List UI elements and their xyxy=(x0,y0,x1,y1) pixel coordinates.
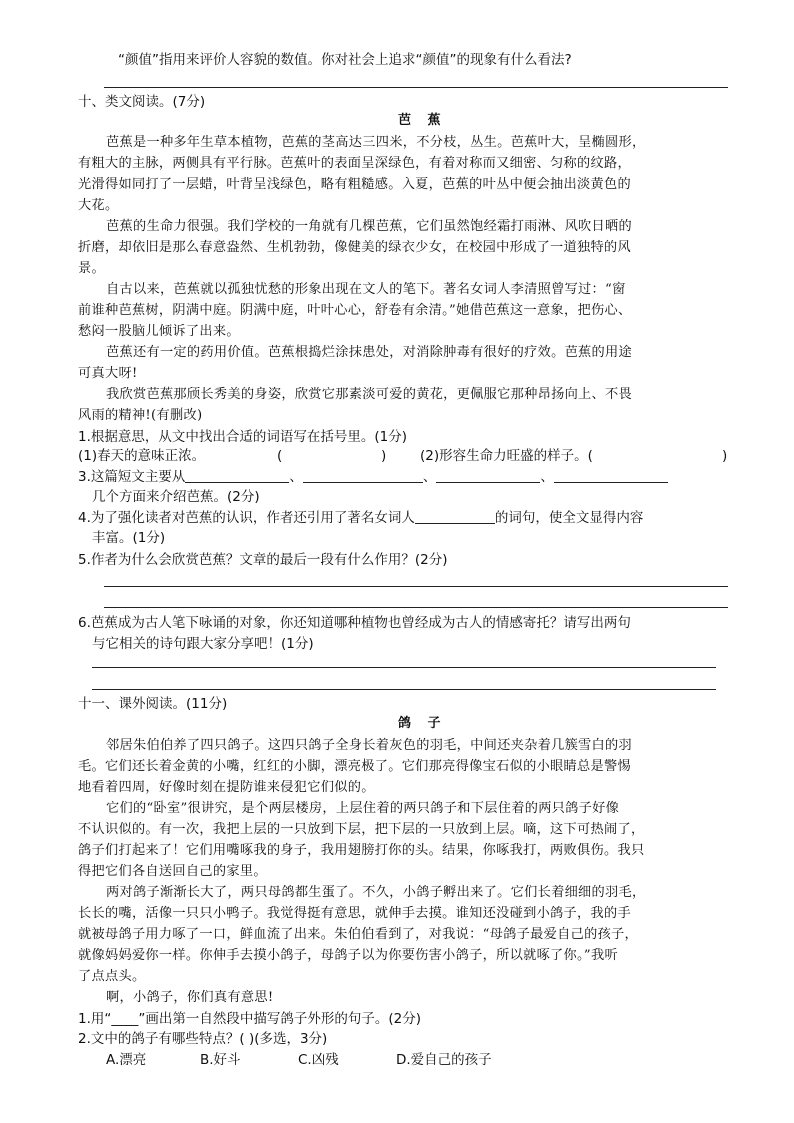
paren-open: ( xyxy=(277,448,283,464)
question-4-text: 4.为了强化读者对芭蕉的认识，作者还引用了著名女词人 xyxy=(78,510,415,526)
question-3-text: 3.这篇短文主要从 xyxy=(78,469,186,485)
passage-line: 芭蕉的生命力很强。我们学校的一角就有几棵芭蕉，它们虽然饱经霜打雨淋、风吹日晒的 xyxy=(106,219,633,234)
passage-line: 它们的“卧室”很讲究，是个两层楼房，上层住着的两只鸽子和下层住着的两只鸽子好像 xyxy=(106,801,620,816)
section-11-title: 鸽 子 xyxy=(398,716,447,731)
passage-line: 芭蕉是一种多年生草本植物，芭蕉的茎高达三四米，不分枝，丛生。芭蕉叶大，呈椭圆形， xyxy=(106,135,646,150)
answer-line[interactable] xyxy=(104,586,728,587)
paren-close[interactable]: ) xyxy=(722,448,728,464)
answer-blank[interactable] xyxy=(185,468,289,483)
question-1: 1.根据意思，从文中找出合适的词语写在括号里。(1分) xyxy=(78,429,408,445)
passage-line: 了点点头。 xyxy=(78,969,146,984)
question-4 xyxy=(78,508,643,528)
answer-blank[interactable] xyxy=(415,509,495,524)
passage-line: 地看着四周，好像时刻在提防谁来侵犯它们似的。 xyxy=(78,780,375,795)
option-d[interactable]: D.爱自己的孩子 xyxy=(396,1052,492,1068)
passage-line: 大花。 xyxy=(78,198,119,213)
paren-close[interactable]: ) xyxy=(381,448,387,464)
passage-line: 折磨，却依旧是那么春意盎然、生机勃勃，像健美的绿衣少女，在校园中形成了一道独特的风 xyxy=(78,240,631,255)
passage-line: 毛。它们还长着金黄的小嘴，红红的小脚，漂亮极了。它们那亮得像宝石似的小眼睛总是警惕 xyxy=(78,759,631,774)
question-4-cont: 丰富。(1分) xyxy=(92,530,166,546)
passage-line: 就像妈妈爱你一样。你伸手去摸小鸽子，母鸽子以为你要伤害小鸽子，所以就啄了你。”我听 xyxy=(78,948,618,963)
question-1-part-1: (1)春天的意味正浓。 xyxy=(78,448,206,464)
question-4-text-end: 的词句，使全文显得内容 xyxy=(494,510,644,526)
option-b[interactable]: B.好斗 xyxy=(200,1052,241,1068)
intro-question: “颜值”指用来评价人容貌的数值。你对社会上追求“颜值”的现象有什么看法? xyxy=(118,52,572,68)
section-10-title: 芭 蕉 xyxy=(398,113,447,128)
option-a[interactable]: A.漂亮 xyxy=(106,1052,147,1068)
passage-line: 前谁种芭蕉树，阴满中庭。阴满中庭，叶叶心心，舒卷有余清。”她借芭蕉这一意象，把伤心、 xyxy=(78,303,632,318)
passage-line: 就被母鸽子用力啄了一口，鲜血流了出来。朱伯伯看到了，对我说：“母鸽子最爱自己的孩子， xyxy=(78,927,639,942)
question-5: 5.作者为什么会欣赏芭蕉？文章的最后一段有什么作用？(2分) xyxy=(78,552,448,568)
passage-line: 风雨的精神!(有删改) xyxy=(78,408,203,423)
answer-line[interactable] xyxy=(92,689,716,690)
passage-line: 景。 xyxy=(78,261,105,276)
answer-line[interactable] xyxy=(104,607,728,608)
passage-line: 长长的嘴，活像一只只小鸭子。我觉得挺有意思，就伸手去摸。谁知还没碰到小鸽子，我的手 xyxy=(78,906,631,921)
question-3-end: 几个方面来介绍芭蕉。(2分) xyxy=(92,489,260,505)
passage-line: 芭蕉还有一定的药用价值。芭蕉根捣烂涂抹患处，对消除肿毒有很好的疗效。芭蕉的用途 xyxy=(106,345,633,360)
answer-blank[interactable] xyxy=(436,468,540,483)
answer-blank[interactable] xyxy=(303,468,423,483)
answer-line[interactable] xyxy=(92,667,716,668)
answer-blank[interactable] xyxy=(554,468,668,483)
passage-line: 我欣赏芭蕉那颀长秀美的身姿，欣赏它那素淡可爱的黄花，更佩服它那种昂扬向上、不畏 xyxy=(106,387,633,402)
passage-line: 得把它们各自送回自己的家里。 xyxy=(78,864,267,879)
question-2: 2.文中的鸽子有哪些特点？( )(多选，3分) xyxy=(78,1031,328,1047)
passage-line: 自古以来，芭蕉就以孤独忧愁的形象出现在文人的笔下。著名女词人李清照曾写过：“窗 xyxy=(106,282,626,297)
option-c[interactable]: C.凶残 xyxy=(298,1052,339,1068)
passage-line: 不认识似的。有一次，我把上层的一只放到下层，把下层的一只放到上层。嘀，这下可热闹了， xyxy=(78,822,645,837)
separator: 、 xyxy=(289,469,303,485)
passage-line: 啊，小鸽子，你们真有意思! xyxy=(106,990,274,1005)
question-6-line-1: 6.芭蕉成为古人笔下咏诵的对象，你还知道哪种植物也曾经成为古人的情感寄托？请写出两句 xyxy=(78,615,631,631)
question-1: 1.用“____”画出第一自然段中描写鸽子外形的句子。(2分) xyxy=(78,1011,421,1027)
passage-line: 邻居朱伯伯养了四只鸽子。这四只鸽子全身长着灰色的羽毛，中间还夹杂着几簇雪白的羽 xyxy=(106,738,633,753)
passage-line: 光滑得如同打了一层蜡，叶背呈浅绿色，略有粗糙感。入夏，芭蕉的叶丛中便会抽出淡黄色的 xyxy=(78,177,631,192)
passage-line: 两对鸽子渐渐长大了，两只母鸽都生蛋了。不久，小鸽子孵出来了。它们长着细细的羽毛， xyxy=(106,885,646,900)
passage-line: 有粗大的主脉，两侧具有平行脉。芭蕉叶的表面呈深绿色，有着对称而又细密、匀称的纹路， xyxy=(78,156,631,171)
question-3 xyxy=(78,467,668,487)
question-6-line-2: 与它相关的诗句跟大家分享吧！(1分) xyxy=(92,636,314,652)
answer-line[interactable] xyxy=(104,87,728,88)
separator: 、 xyxy=(422,469,437,485)
separator: 、 xyxy=(540,469,554,485)
section-10-heading: 十、类文阅读。(7分) xyxy=(78,94,206,110)
section-11-heading: 十一、课外阅读。(11分) xyxy=(78,696,228,712)
passage-line: 可真大呀! xyxy=(78,366,138,381)
question-1-part-2: (2)形容生命力旺盛的样子。( xyxy=(420,448,593,464)
passage-line: 愁闷一股脑儿倾诉了出来。 xyxy=(78,324,240,339)
passage-line: 鸽子们打起来了！它们用嘴啄我的身子，我用翅膀打你的头。结果，你啄我打，两败俱伤。我只 xyxy=(78,843,645,858)
